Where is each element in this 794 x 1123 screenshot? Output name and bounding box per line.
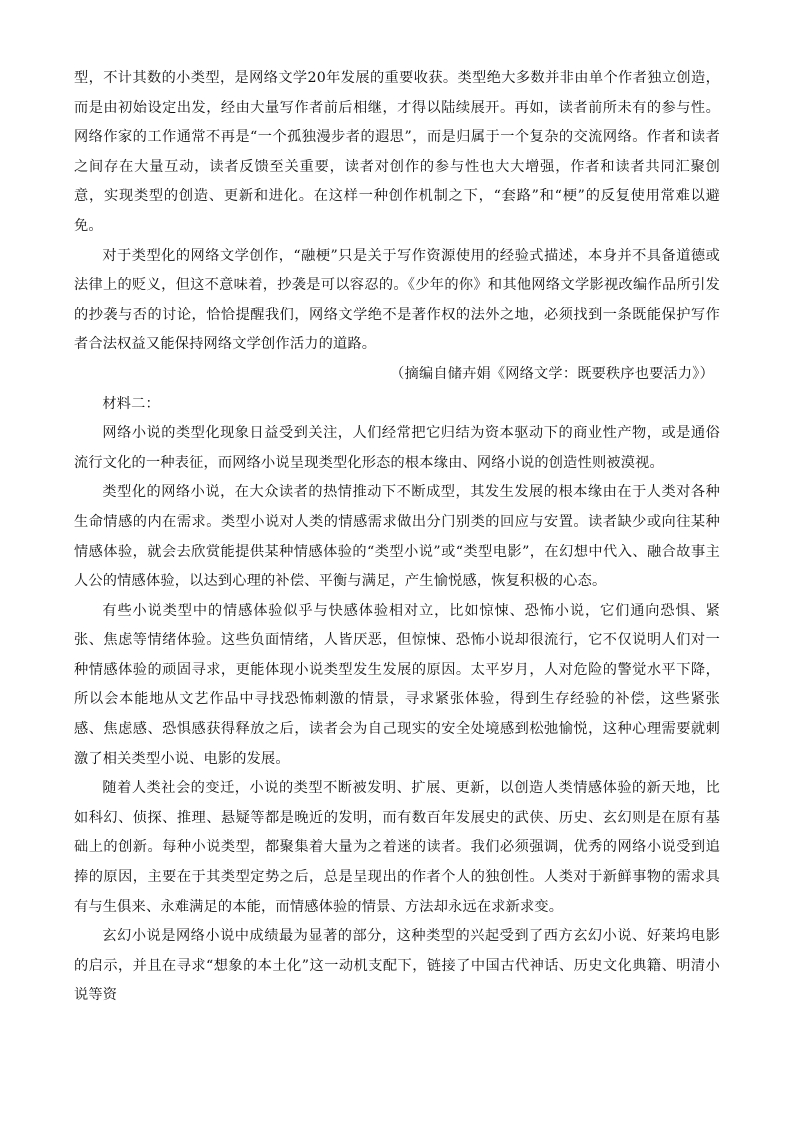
body-paragraph: 类型化的网络小说，在大众读者的热情推动下不断成型，其发生发展的根本缘由在于人类对各种生命情感的内在需求。类型小说对人类的情感需求做出分门别类的回应与安置。读者缺少或向往某种情感体验，就会去欣赏能提供某种情感体验的“类型小说”或“类型电影”，在幻想中代入、融合故事主人公的情感体验，以达到心理的补偿、平衡与满足，产生愉悦感，恢复积极的心态。 — [74, 484, 720, 590]
body-paragraph: 网络小说的类型化现象日益受到关注，人们经常把它归结为资本驱动下的商业性产物，或是通俗流行文化的一种表征，而网络小说呈现类型化形态的根本缘由、网络小说的创造性则被漠视。 — [74, 425, 720, 471]
body-paragraph: 型，不计其数的小类型，是网络文学20年发展的重要收获。类型绝大多数并非由单个作者独立创造，而是由初始设定出发，经由大量写作者前后相继，才得以陆续展开。再如，读者前所未有的参与性。网络作家的工作通常不再是“一个孤独漫步者的遐思”，而是归属于一个复杂的交流网络。作者和读者之间存在大量互动，读者反馈至关重要，读者对创作的参与性也大大增强，作者和读者共同汇聚创意，实现类型的创造、更新和进化。在这样一种创作机制之下，“套路”和“梗”的反复使用常难以避免。 — [74, 70, 720, 234]
body-paragraph: 对于类型化的网络文学创作，“融梗”只是关于写作资源使用的经验式描述，本身并不具备道德或法律上的贬义，但这不意味着，抄袭是可以容忍的。《少年的你》和其他网络文学影视改编作品所引发的抄袭与否的讨论，恰恰提醒我们，网络文学绝不是著作权的法外之地，必须找到一条既能保护写作者合法权益又能保持网络文学创作活力的道路。 — [74, 247, 720, 353]
section-heading: 材料二： — [102, 395, 160, 412]
body-paragraph: 玄幻小说是网络小说中成绩最为显著的部分，这种类型的兴起受到了西方玄幻小说、好莱坞电影的启示，并且在寻求“想象的本土化”这一动机支配下，链接了中国古代神话、历史文化典籍、明清小说等资 — [74, 928, 720, 1004]
document-page — [74, 64, 720, 1011]
source-citation: （摘编自储卉娟《网络文学：既要秩序也要活力》） — [390, 365, 714, 382]
body-paragraph: 随着人类社会的变迁，小说的类型不断被发明、扩展、更新，以创造人类情感体验的新天地，比如科幻、侦探、推理、悬疑等都是晚近的发明，而有数百年发展史的武侠、历史、玄幻则是在原有基础上的创新。每种小说类型，都聚集着大量为之着迷的读者。我们必须强调，优秀的网络小说受到追捧的原因，主要在于其类型定势之后，总是呈现出的作者个人的独创性。人类对于新鲜事物的需求具有与生俱来、永难满足的本能，而情感体验的情景、方法却永远在求新求变。 — [74, 780, 720, 915]
body-paragraph: 有些小说类型中的情感体验似乎与快感体验相对立，比如惊悚、恐怖小说，它们通向恐惧、紧张、焦虑等情绪体验。这些负面情绪，人皆厌恶，但惊悚、恐怖小说却很流行，它不仅说明人们对一种情感体验的顽固寻求，更能体现小说类型发生发展的原因。太平岁月，人对危险的警觉水平下降，所以会本能地从文艺作品中寻找恐怖刺激的情景，寻求紧张体验，得到生存经验的补偿，这些紧张感、焦虑感、恐惧感获得释放之后，读者会为自己现实的安全处境感到松弛愉悦，这种心理需要就刺激了相关类型小说、电影的发展。 — [74, 602, 720, 767]
